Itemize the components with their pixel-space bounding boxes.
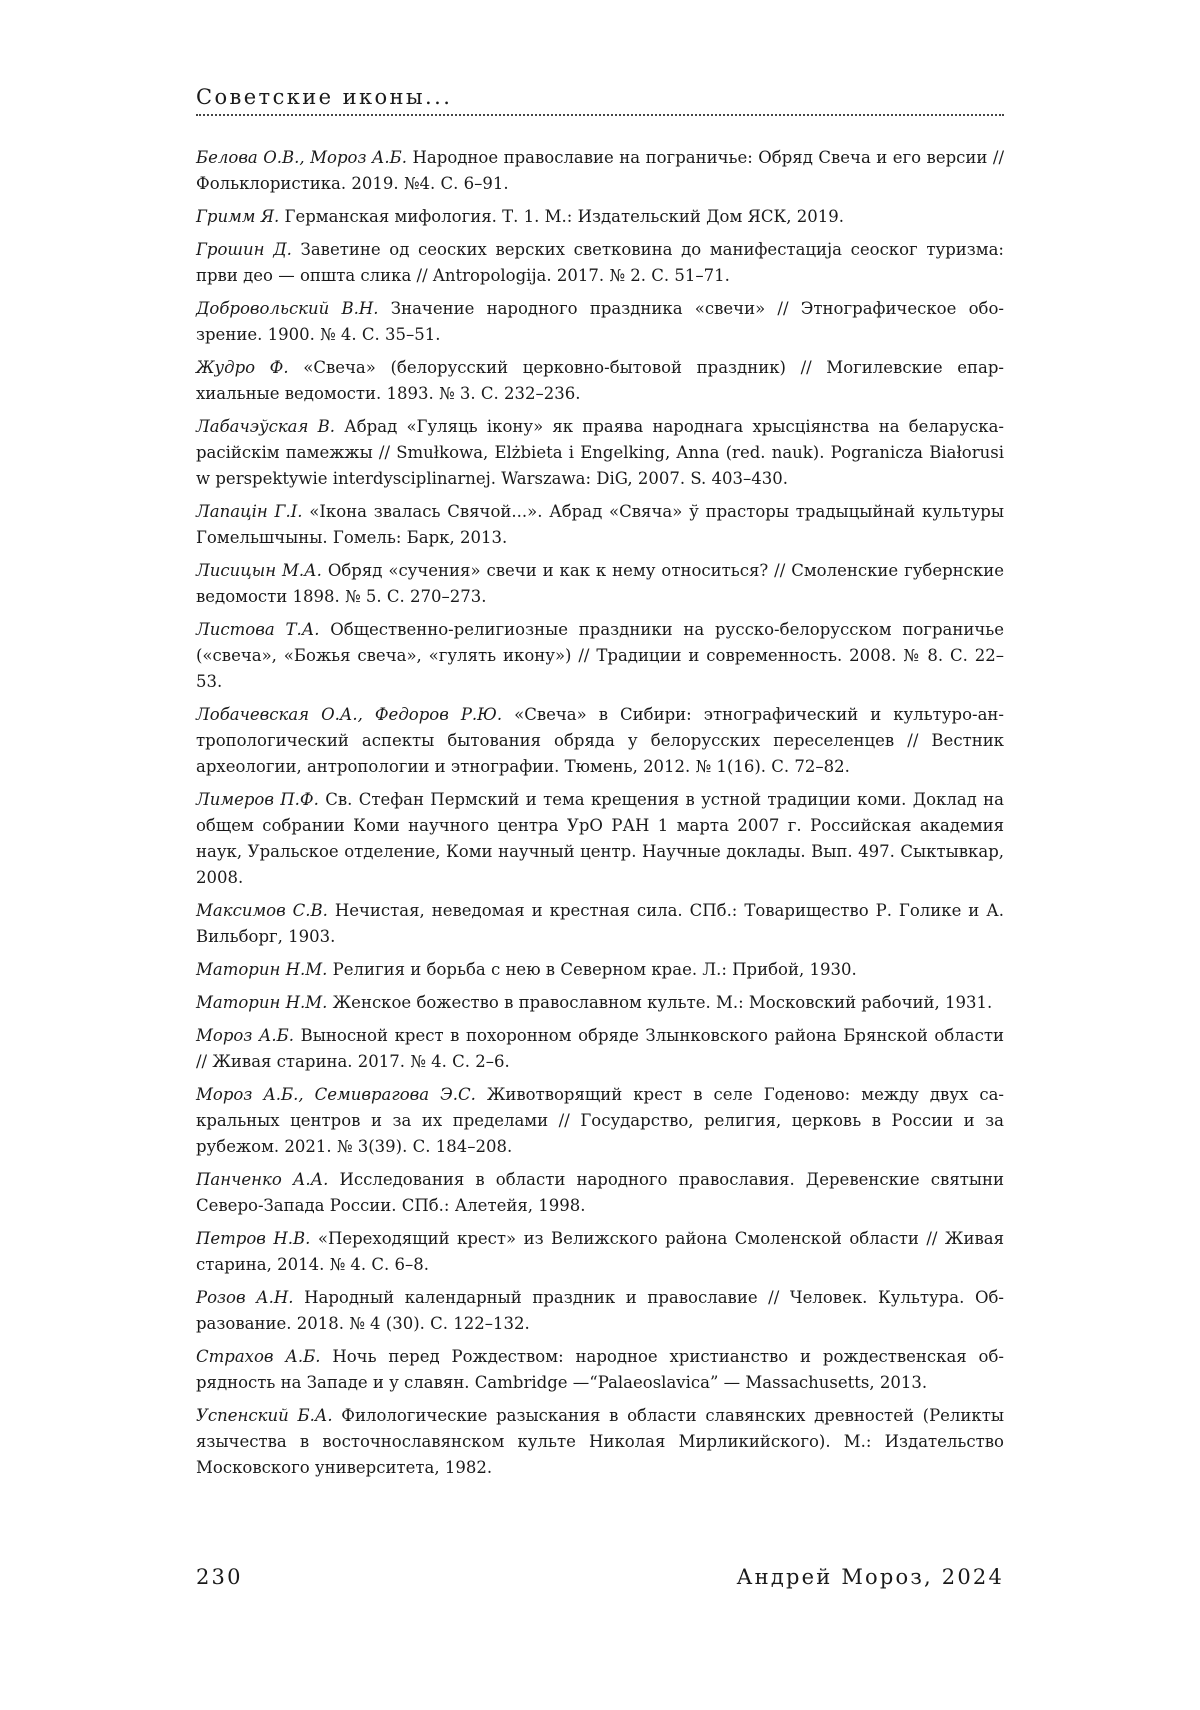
- bibliography-entry: [196, 296, 1004, 348]
- entry-text: Германская мифология. Т. 1. М.: Издательский Дом ЯСК, 2019.: [284, 207, 844, 226]
- entry-text: Св. Стефан Пермский и тема крещения в устной традиции коми. Доклад на общем собрании Коми научного центра УрО РАН 1 марта 2007 г. Российская академия наук, Уральское отделение, Коми научный центр. Научные доклады. Вып. 497. Сыктывкар, 2008.: [196, 789, 1005, 887]
- header-dotted-rule: [196, 114, 1004, 116]
- bibliography-entry: [196, 787, 1004, 891]
- entry-text: Ночь перед Рождеством: народное христианство и рождественская обрядность на Западе и у славян. Cambridge —“Palaeoslavica” — Massachusetts, 2013.: [196, 1346, 1004, 1392]
- bibliography-list: [196, 145, 1004, 1488]
- bibliography-entry: [196, 957, 1004, 983]
- bibliography-entry: [196, 1082, 1004, 1160]
- entry-text: Животворящий крест в селе Годеново: между двух сакральных центров и за их пределами // Государство, религия, церковь в России и за рубежом. 2021. № 3(39). С. 184–208.: [196, 1084, 1004, 1156]
- entry-text: Абрад «Гуляць ікону» як праява народнага хрысціянства на беларуска-расійскім памежжы // Smułkowa, Elżbieta i Engelking, Anna (red. nauk). Pogranicza Białorusi w perspektywie interdysciplinarnej. Warszawa: DiG, 2007. S. 403–430.: [196, 417, 1005, 488]
- bibliography-entry: [196, 990, 1004, 1016]
- entry-authors: Добровольский В.Н.: [196, 299, 379, 319]
- entry-text: «Свеча» (белорусский церковно-бытовой праздник) // Могилевские епархиальные ведомости. 1893. № 3. С. 232–236.: [196, 358, 1004, 403]
- entry-authors: Грошин Д.: [196, 240, 292, 260]
- entry-authors: Лимеров П.Ф.: [196, 789, 319, 809]
- entry-authors: Мороз А.Б., Семивpагова Э.С.: [196, 1084, 476, 1104]
- entry-text: Народное православие на пограничье: Обряд Свеча и его версии // Фольклористика. 2019. №4. С. 6–91.: [196, 148, 1005, 193]
- entry-authors: Маторин Н.М.: [196, 959, 328, 979]
- entry-text: «Свеча» в Сибири: этнографический и культуро-антропологический аспекты бытования обряда у белорусских переселенцев // Вестник археологии, антропологии и этнографии. Тюмень, 2012. № 1(16). С. 72–82.: [196, 704, 1004, 776]
- bibliography-entry: [196, 414, 1004, 492]
- entry-authors: Петров Н.В.: [196, 1228, 311, 1248]
- bibliography-entry: [196, 1023, 1004, 1075]
- entry-authors: Лобачевская О.А., Федоров Р.Ю.: [196, 704, 503, 724]
- entry-text: «Переходящий крест» из Велижского района Смоленской области // Живая старина, 2014. № 4. С. 6–8.: [196, 1228, 1005, 1274]
- bibliography-entry: [196, 617, 1004, 695]
- entry-text: Нечистая, неведомая и крестная сила. СПб.: Товарищество Р. Голике и А. Вильборг, 1903.: [196, 900, 1005, 946]
- bibliography-entry: [196, 898, 1004, 950]
- bibliography-entry: [196, 237, 1004, 289]
- entry-authors: Гримм Я.: [196, 207, 280, 226]
- entry-authors: Страхов А.Б.: [196, 1346, 321, 1366]
- entry-text: Народный календарный праздник и православие // Человек. Культура. Образование. 2018. № 4 (30). С. 122–132.: [196, 1287, 1004, 1333]
- entry-text: Заветине од сеоских верских светковина до манифестација сеоског туризма: први део — општа слика // Antropologija. 2017. № 2. С. 51–71.: [196, 240, 1004, 285]
- entry-text: Женское божество в православном культе. М.: Московский рабочий, 1931.: [332, 992, 993, 1012]
- entry-authors: Жудро Ф.: [196, 358, 289, 378]
- entry-text: Общественно-религиозные праздники на русско-белорусском пограничье («свеча», «Божья свеча», «гулять икону») // Традиции и современность. 2008. № 8. С. 22–53.: [196, 620, 1004, 691]
- entry-text: Религия и борьба с нею в Северном крае. Л.: Прибой, 1930.: [332, 959, 857, 979]
- entry-text: Выносной крест в похоронном обряде Злынковского района Брянской области // Живая старина. 2017. № 4. С. 2–6.: [196, 1025, 1004, 1071]
- entry-text: Исследования в области народного православия. Деревенские святыни Северо-Запада России. СПб.: Алетейя, 1998.: [196, 1169, 1004, 1215]
- entry-authors: Максимов С.В.: [196, 900, 328, 920]
- bibliography-entry: [196, 1167, 1004, 1219]
- bibliography-entry: [196, 1285, 1004, 1337]
- entry-text: «Ікона звалась Свячой...». Абрад «Свяча» ў прасторы традыцыйнай культуры Гомельшчыны. Гомель: Барк, 2013.: [196, 502, 1004, 547]
- bibliography-entry: [196, 499, 1004, 551]
- entry-authors: Розов А.Н.: [196, 1287, 294, 1307]
- bibliography-entry: [196, 204, 1004, 230]
- entry-authors: Лабачэўская В.: [196, 417, 336, 437]
- bibliography-entry: [196, 355, 1004, 407]
- entry-authors: Мороз А.Б.: [196, 1025, 295, 1045]
- entry-authors: Маторин Н.М.: [196, 992, 328, 1012]
- bibliography-entry: [196, 1226, 1004, 1278]
- page-number: 230: [196, 1565, 243, 1589]
- entry-text: Значение народного праздника «свечи» // Этнографическое обозрение. 1900. № 4. С. 35–51.: [196, 299, 1004, 344]
- bibliography-entry: [196, 702, 1004, 780]
- entry-authors: Белова О.В., Мороз А.Б.: [196, 148, 408, 167]
- bibliography-entry: [196, 145, 1004, 197]
- bibliography-entry: [196, 1403, 1004, 1481]
- bibliography-entry: [196, 558, 1004, 610]
- entry-authors: Листова Т.А.: [196, 620, 320, 639]
- entry-text: Филологические разыскания в области славянских древностей (Реликты язычества в восточнославянском культе Николая Мирликийского). М.: Издательство Московского университета, 1982.: [196, 1405, 1004, 1477]
- running-title: Советские иконы...: [196, 85, 453, 109]
- entry-authors: Успенский Б.А.: [196, 1405, 333, 1425]
- entry-authors: Лапацін Г.І.: [196, 502, 303, 521]
- entry-authors: Панченко А.А.: [196, 1169, 329, 1189]
- footer-author-year: Андрей Мороз, 2024: [736, 1565, 1004, 1589]
- entry-authors: Лисицын М.А.: [196, 561, 322, 580]
- bibliography-entry: [196, 1344, 1004, 1396]
- entry-text: Обряд «сучения» свечи и как к нему относиться? // Смоленские губернские ведомости 1898. № 5. С. 270–273.: [196, 561, 1004, 606]
